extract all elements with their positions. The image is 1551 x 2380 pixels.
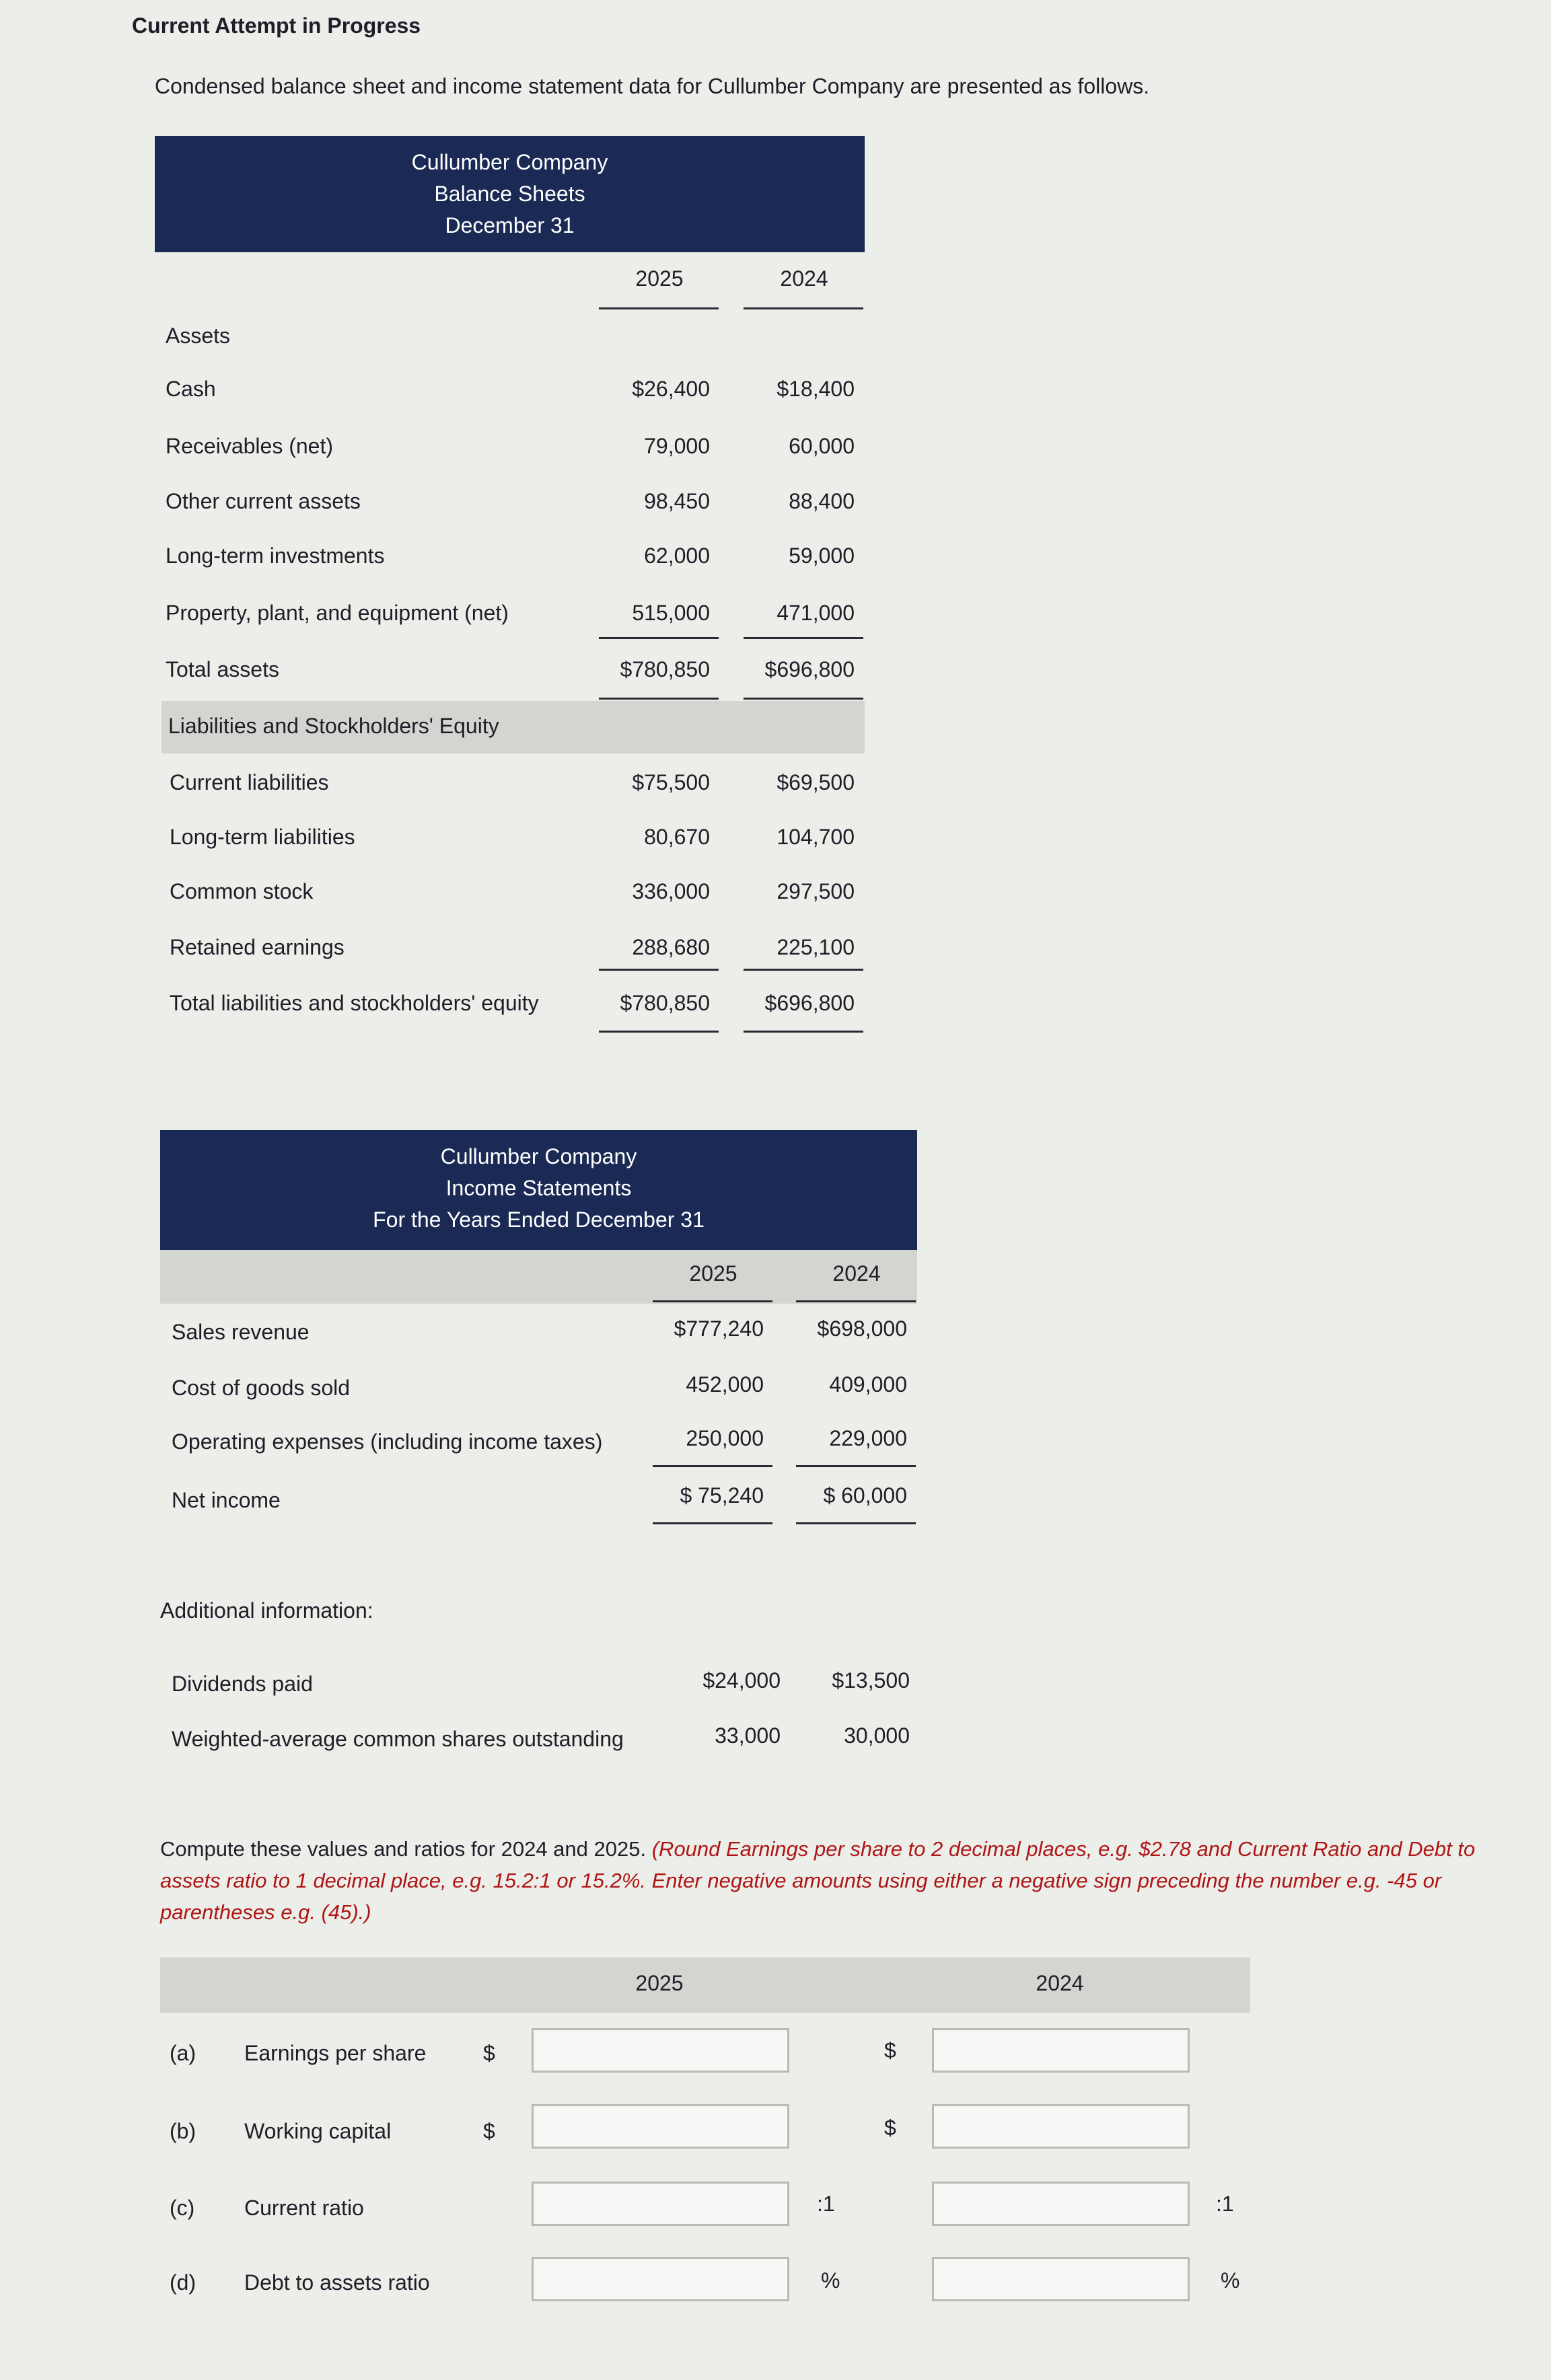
value-2025: 62,000 xyxy=(644,544,710,568)
row-label: Common stock xyxy=(170,879,314,903)
row-label: Receivables (net) xyxy=(166,434,333,458)
value-2024: 104,700 xyxy=(777,825,855,849)
row-label: Cost of goods sold xyxy=(172,1376,351,1400)
col-header-2025: 2025 xyxy=(689,1261,737,1286)
value-2024: $69,500 xyxy=(777,770,855,794)
value-2024: 59,000 xyxy=(789,544,855,568)
value-2025: 515,000 xyxy=(632,601,710,625)
divider xyxy=(653,1465,772,1467)
divider xyxy=(744,969,863,971)
divider xyxy=(796,1522,916,1524)
value-2024: 30,000 xyxy=(844,1723,910,1748)
row-label: Working capital xyxy=(244,2119,392,2143)
row-label: Total assets xyxy=(166,657,279,681)
additional-heading: Additional information: xyxy=(160,1598,373,1623)
eps-2024-input[interactable] xyxy=(932,2028,1190,2073)
row-label: Retained earnings xyxy=(170,935,345,959)
row-label: Other current assets xyxy=(166,489,361,513)
balance-sheet-header xyxy=(155,136,865,252)
row-label: Current ratio xyxy=(244,2196,364,2220)
instructions-note: (Round Earnings per share to 2 decimal places, e.g. $2.78 and Current Ratio and Debt to assets ratio to 1 decimal place, e.g. 15.2:1 or 15.2%. Enter negative amounts using either a negative sign preceding the number e.g. -45 or parentheses e.g. (45).) xyxy=(160,1837,1476,1924)
divider xyxy=(653,1300,772,1302)
col-header-2024: 2024 xyxy=(1036,1971,1084,1995)
statement-name: Income Statements xyxy=(445,1176,632,1200)
instructions-text: Compute these values and ratios for 2024 and 2025. xyxy=(160,1837,647,1861)
statement-date: December 31 xyxy=(445,213,575,237)
value-2025: $24,000 xyxy=(702,1668,781,1693)
value-2025: 250,000 xyxy=(686,1426,764,1450)
row-label: Net income xyxy=(172,1488,281,1512)
value-2025: $777,240 xyxy=(674,1316,764,1341)
value-2024: 60,000 xyxy=(789,434,855,458)
divider xyxy=(599,969,719,971)
row-letter: (d) xyxy=(170,2270,196,2295)
assets-heading: Assets xyxy=(166,324,231,348)
divider xyxy=(599,307,719,309)
liabilities-heading: Liabilities and Stockholders' Equity xyxy=(168,714,499,738)
value-2024: 229,000 xyxy=(829,1426,907,1450)
debt-to-assets-2025-input[interactable] xyxy=(532,2257,789,2301)
divider xyxy=(599,698,719,700)
divider xyxy=(744,698,863,700)
divider xyxy=(599,1031,719,1033)
eps-2025-input[interactable] xyxy=(532,2028,789,2073)
statement-period: For the Years Ended December 31 xyxy=(373,1207,705,1232)
current-ratio-2024-input[interactable] xyxy=(932,2182,1190,2226)
value-2025: 336,000 xyxy=(632,879,710,903)
percent-suffix: % xyxy=(1221,2268,1240,2293)
row-label: Current liabilities xyxy=(170,770,329,794)
col-header-2025: 2025 xyxy=(635,266,684,291)
value-2025: 33,000 xyxy=(715,1723,781,1748)
value-2024: 88,400 xyxy=(789,489,855,513)
row-label: Debt to assets ratio xyxy=(244,2270,430,2295)
row-label: Earnings per share xyxy=(244,2041,427,2065)
company-name: Cullumber Company xyxy=(440,1144,637,1168)
value-2024: 225,100 xyxy=(777,935,855,959)
col-header-2024: 2024 xyxy=(832,1261,881,1286)
dollar-sign: $ xyxy=(884,2116,896,2140)
company-name: Cullumber Company xyxy=(411,150,608,174)
ratio-suffix: :1 xyxy=(1216,2192,1234,2216)
divider xyxy=(796,1465,916,1467)
current-ratio-2025-input[interactable] xyxy=(532,2182,789,2226)
value-2024: 409,000 xyxy=(829,1372,907,1397)
row-label: Operating expenses (including income taxes) xyxy=(172,1429,603,1454)
value-2025: $ 75,240 xyxy=(680,1483,764,1508)
value-2025: 452,000 xyxy=(686,1372,764,1397)
row-label: Property, plant, and equipment (net) xyxy=(166,601,509,625)
row-letter: (a) xyxy=(170,2041,196,2065)
instructions xyxy=(160,1833,1492,1928)
value-2024: 471,000 xyxy=(777,601,855,625)
value-2024: $13,500 xyxy=(832,1668,910,1693)
value-2025: 288,680 xyxy=(632,935,710,959)
value-2025: $780,850 xyxy=(620,657,710,681)
row-label: Long-term liabilities xyxy=(170,825,355,849)
working-capital-2024-input[interactable] xyxy=(932,2104,1190,2149)
value-2024: 297,500 xyxy=(777,879,855,903)
value-2025: 98,450 xyxy=(644,489,710,513)
row-label: Dividends paid xyxy=(172,1672,313,1696)
dollar-sign: $ xyxy=(483,2041,495,2065)
dollar-sign: $ xyxy=(884,2038,896,2062)
divider xyxy=(744,1031,863,1033)
debt-to-assets-2024-input[interactable] xyxy=(932,2257,1190,2301)
row-letter: (c) xyxy=(170,2196,195,2220)
value-2024: $696,800 xyxy=(764,991,855,1015)
divider xyxy=(796,1300,916,1302)
income-statement-header xyxy=(160,1130,917,1250)
percent-suffix: % xyxy=(821,2268,840,2293)
value-2025: 80,670 xyxy=(644,825,710,849)
dollar-sign: $ xyxy=(483,2119,495,2143)
col-header-2024: 2024 xyxy=(780,266,828,291)
value-2024: $698,000 xyxy=(817,1316,907,1341)
divider xyxy=(599,637,719,639)
row-label: Cash xyxy=(166,377,216,401)
value-2025: $75,500 xyxy=(632,770,710,794)
value-2025: $26,400 xyxy=(632,377,710,401)
value-2024: $ 60,000 xyxy=(823,1483,907,1508)
page-title: Current Attempt in Progress xyxy=(132,13,421,38)
value-2025: $780,850 xyxy=(620,991,710,1015)
divider xyxy=(653,1522,772,1524)
divider xyxy=(744,307,863,309)
value-2025: 79,000 xyxy=(644,434,710,458)
col-header-2025: 2025 xyxy=(635,1971,684,1995)
value-2024: $18,400 xyxy=(777,377,855,401)
working-capital-2025-input[interactable] xyxy=(532,2104,789,2149)
row-label: Long-term investments xyxy=(166,544,385,568)
row-label: Total liabilities and stockholders' equity xyxy=(170,991,539,1015)
value-2024: $696,800 xyxy=(764,657,855,681)
row-label: Weighted-average common shares outstanding xyxy=(172,1727,624,1751)
divider xyxy=(744,637,863,639)
ratio-suffix: :1 xyxy=(817,2192,835,2216)
row-letter: (b) xyxy=(170,2119,196,2143)
intro-text: Condensed balance sheet and income statement data for Cullumber Company are presented as follows. xyxy=(155,74,1150,98)
statement-name: Balance Sheets xyxy=(434,182,585,206)
row-label: Sales revenue xyxy=(172,1320,310,1344)
